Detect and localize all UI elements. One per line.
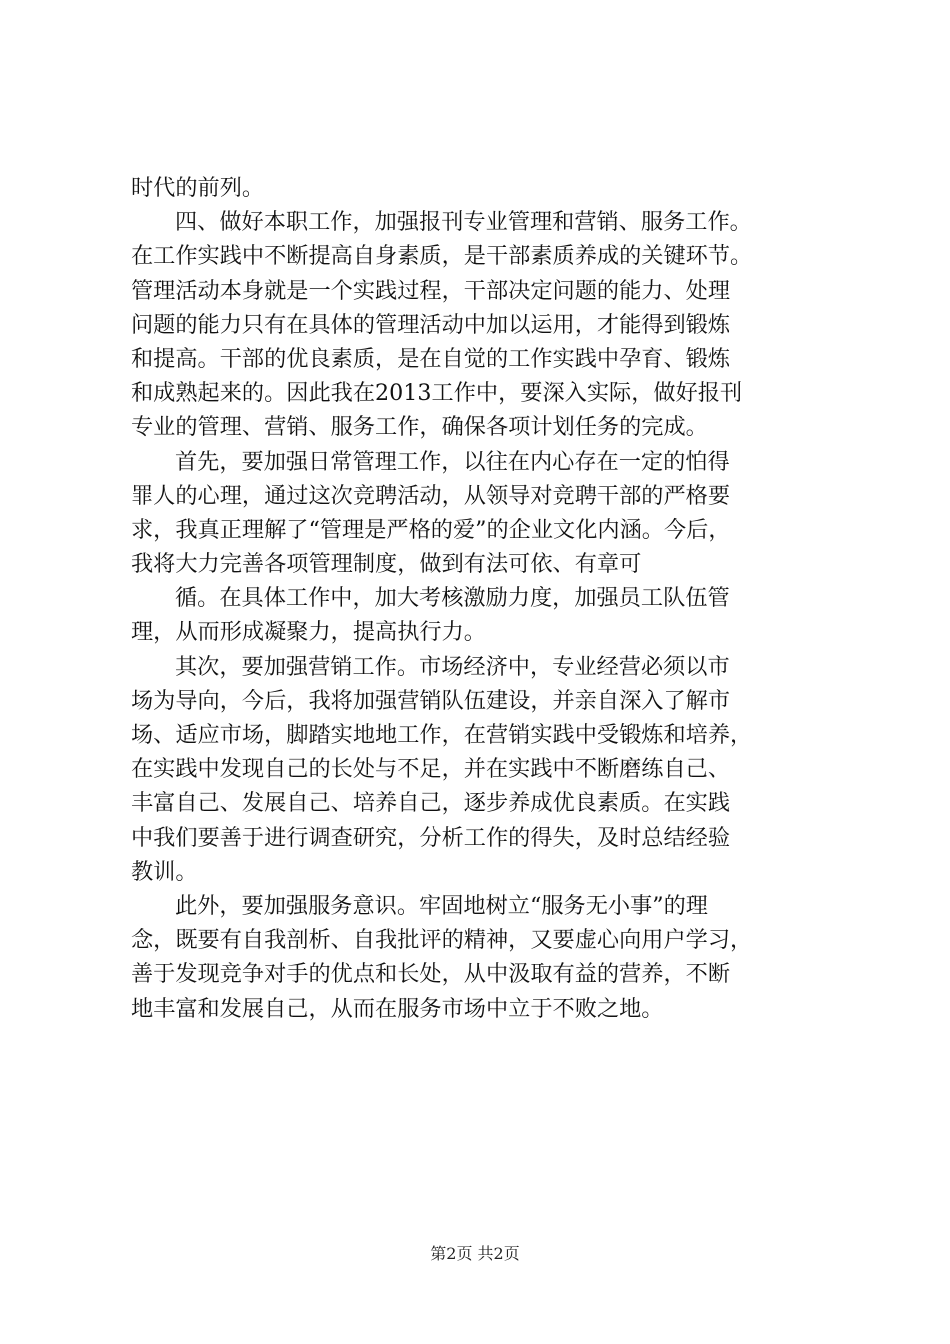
text-line: 场为导向，今后，我将加强营销队伍建设，并亲自深入了解市 (131, 687, 731, 714)
paragraph-start-line: 其次，要加强营销工作。市场经济中，专业经营必须以市 (175, 653, 730, 680)
text-line: 场、适应市场，脚踏实地地工作，在营销实践中受锻炼和培养， (131, 722, 753, 748)
text-line: 善于发现竞争对手的优点和长处，从中汲取有益的营养，不断 (131, 961, 731, 988)
paragraph-start-line: 此外，要加强服务意识。牢固地树立“服务无小事”的理 (175, 892, 708, 919)
text-line: 丰富自己、发展自己、培养自己，逐步养成优良素质。在实践 (131, 790, 731, 817)
text-line: 地丰富和发展自己，从而在服务市场中立于不败之地。 (131, 995, 664, 1022)
text-line: 时代的前列。 (131, 175, 265, 201)
text-line: 我将大力完善各项管理制度，做到有法可依、有章可 (131, 551, 642, 578)
paragraph-start-line: 首先，要加强日常管理工作，以往在内心存在一定的怕得 (175, 448, 730, 475)
text-line: 在实践中发现自己的长处与不足，并在实践中不断磨练自己、 (131, 756, 731, 783)
text-line: 罪人的心理，通过这次竞聘活动，从领导对竞聘干部的严格要 (131, 482, 731, 509)
paragraph-heading-line: 四、做好本职工作，加强报刊专业管理和营销、服务工作。 (175, 209, 752, 236)
text-line: 和成熟起来的。因此我在2013工作中，要深入实际，做好报刊 (131, 380, 743, 407)
page-footer (0, 1243, 950, 1265)
text-line: 求，我真正理解了“管理是严格的爱”的企业文化内涵。今后， (131, 516, 731, 543)
text-line: 念，既要有自我剖析、自我批评的精神，又要虚心向用户学习， (131, 927, 753, 954)
text-line: 管理活动本身就是一个实践过程，干部决定问题的能力、处理 (131, 277, 731, 304)
page-number-label: 第2页 共2页 (430, 1244, 520, 1263)
text-line: 问题的能力只有在具体的管理活动中加以运用，才能得到锻炼 (131, 311, 731, 338)
text-line: 理，从而形成凝聚力，提高执行力。 (131, 619, 486, 646)
paragraph-start-line: 循。在具体工作中，加大考核激励力度，加强员工队伍管 (175, 585, 730, 612)
text-line: 和提高。干部的优良素质，是在自觉的工作实践中孕育、锻炼 (131, 345, 731, 372)
text-line: 专业的管理、营销、服务工作，确保各项计划任务的完成。 (131, 414, 708, 441)
text-line: 中我们要善于进行调查研究，分析工作的得失，及时总结经验 (131, 824, 731, 851)
document-body (131, 171, 831, 1026)
text-line: 在工作实践中不断提高自身素质，是干部素质养成的关键环节。 (131, 243, 753, 270)
text-line: 教训。 (131, 858, 198, 885)
